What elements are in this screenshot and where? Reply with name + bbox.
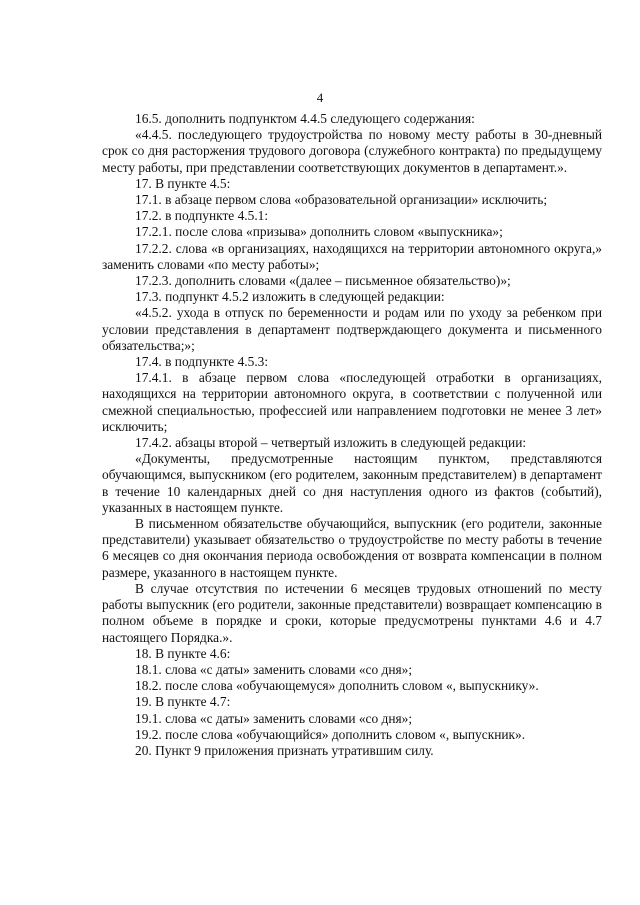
paragraph-documents-quote: «Документы, предусмотренные настоящим пунктом, представляются обучающимся, выпускником (его родителем, законным представителем) в департамент в течение 10 календарных дней со дня наступления одного из фактов (событий), указанных в настоящем пункте.: [102, 451, 602, 515]
paragraph-absence-of-employment: В случае отсутствия по истечении 6 месяцев трудовых отношений по месту работы выпускник (его родители, законные представители) возвращает компенсацию в полном объеме в порядке и сроки, которые предусмотрены пунктами 4.6 и 4.7 настоящего Порядка.».: [102, 580, 602, 645]
paragraph-17-2-3: 17.2.3. дополнить словами «(далее – письменное обязательство)»;: [135, 273, 511, 289]
paragraph-17-2-1: 17.2.1. после слова «призыва» дополнить словом «выпускника»;: [135, 224, 503, 240]
paragraph-4-4-5-quote: «4.4.5. последующего трудоустройства по новому месту работы в 30-дневный срок со дня расторжения трудового договора (служебного контракта) по предыдущему месту работы, при представлении соответствующих документов в департамент.».: [102, 127, 602, 175]
paragraph-17-3: 17.3. подпункт 4.5.2 изложить в следующей редакции:: [135, 289, 445, 305]
paragraph-19-1: 19.1. слова «с даты» заменить словами «со дня»;: [135, 710, 413, 726]
paragraph-17-4-2: 17.4.2. абзацы второй – четвертый изложить в следующей редакции:: [135, 435, 527, 451]
document-body: [102, 111, 602, 759]
paragraph-17-1: 17.1. в абзаце первом слова «образовательной организации» исключить;: [135, 192, 548, 208]
paragraph-17-4-1: 17.4.1. в абзаце первом слова «последующей отработки в организациях, находящихся на территории автономного округа, в соответствии с полученной или смежной специальностью, профессией или направлением подготовки не менее 3 лет» исключить;: [102, 370, 602, 434]
page-number: 4: [316, 90, 324, 105]
paragraph-19-2: 19.2. после слова «обучающийся» дополнить словом «, выпускник».: [135, 726, 526, 742]
paragraph-18-2: 18.2. после слова «обучающемуся» дополнить словом «, выпускнику».: [135, 678, 539, 694]
paragraph-17: 17. В пункте 4.5:: [135, 175, 231, 191]
paragraph-19: 19. В пункте 4.7:: [135, 694, 231, 710]
paragraph-17-4: 17.4. в подпункте 4.5.3:: [135, 354, 269, 370]
paragraph-17-2-2: 17.2.2. слова «в организациях, находящихся на территории автономного округа,» заменить словами «по месту работы»;: [102, 240, 602, 272]
paragraph-17-2: 17.2. в подпункте 4.5.1:: [135, 208, 269, 224]
paragraph-20: 20. Пункт 9 приложения признать утратившим силу.: [135, 742, 434, 758]
paragraph-16-5: 16.5. дополнить подпунктом 4.4.5 следующего содержания:: [135, 111, 475, 126]
paragraph-18: 18. В пункте 4.6:: [135, 645, 231, 661]
paragraph-written-obligation: В письменном обязательстве обучающийся, выпускник (его родители, законные представители) указывает обязательство о трудоустройстве по месту работы в течение 6 месяцев со дня окончания периода освобождения от возврата компенсации в полном размере, указанного в настоящем пункте.: [102, 516, 602, 580]
paragraph-4-5-2-quote: «4.5.2. ухода в отпуск по беременности и родам или по уходу за ребенком при условии представления в департамент подтверждающего документа и письменного обязательства;»;: [102, 305, 602, 353]
paragraph-18-1: 18.1. слова «с даты» заменить словами «со дня»;: [135, 661, 413, 677]
